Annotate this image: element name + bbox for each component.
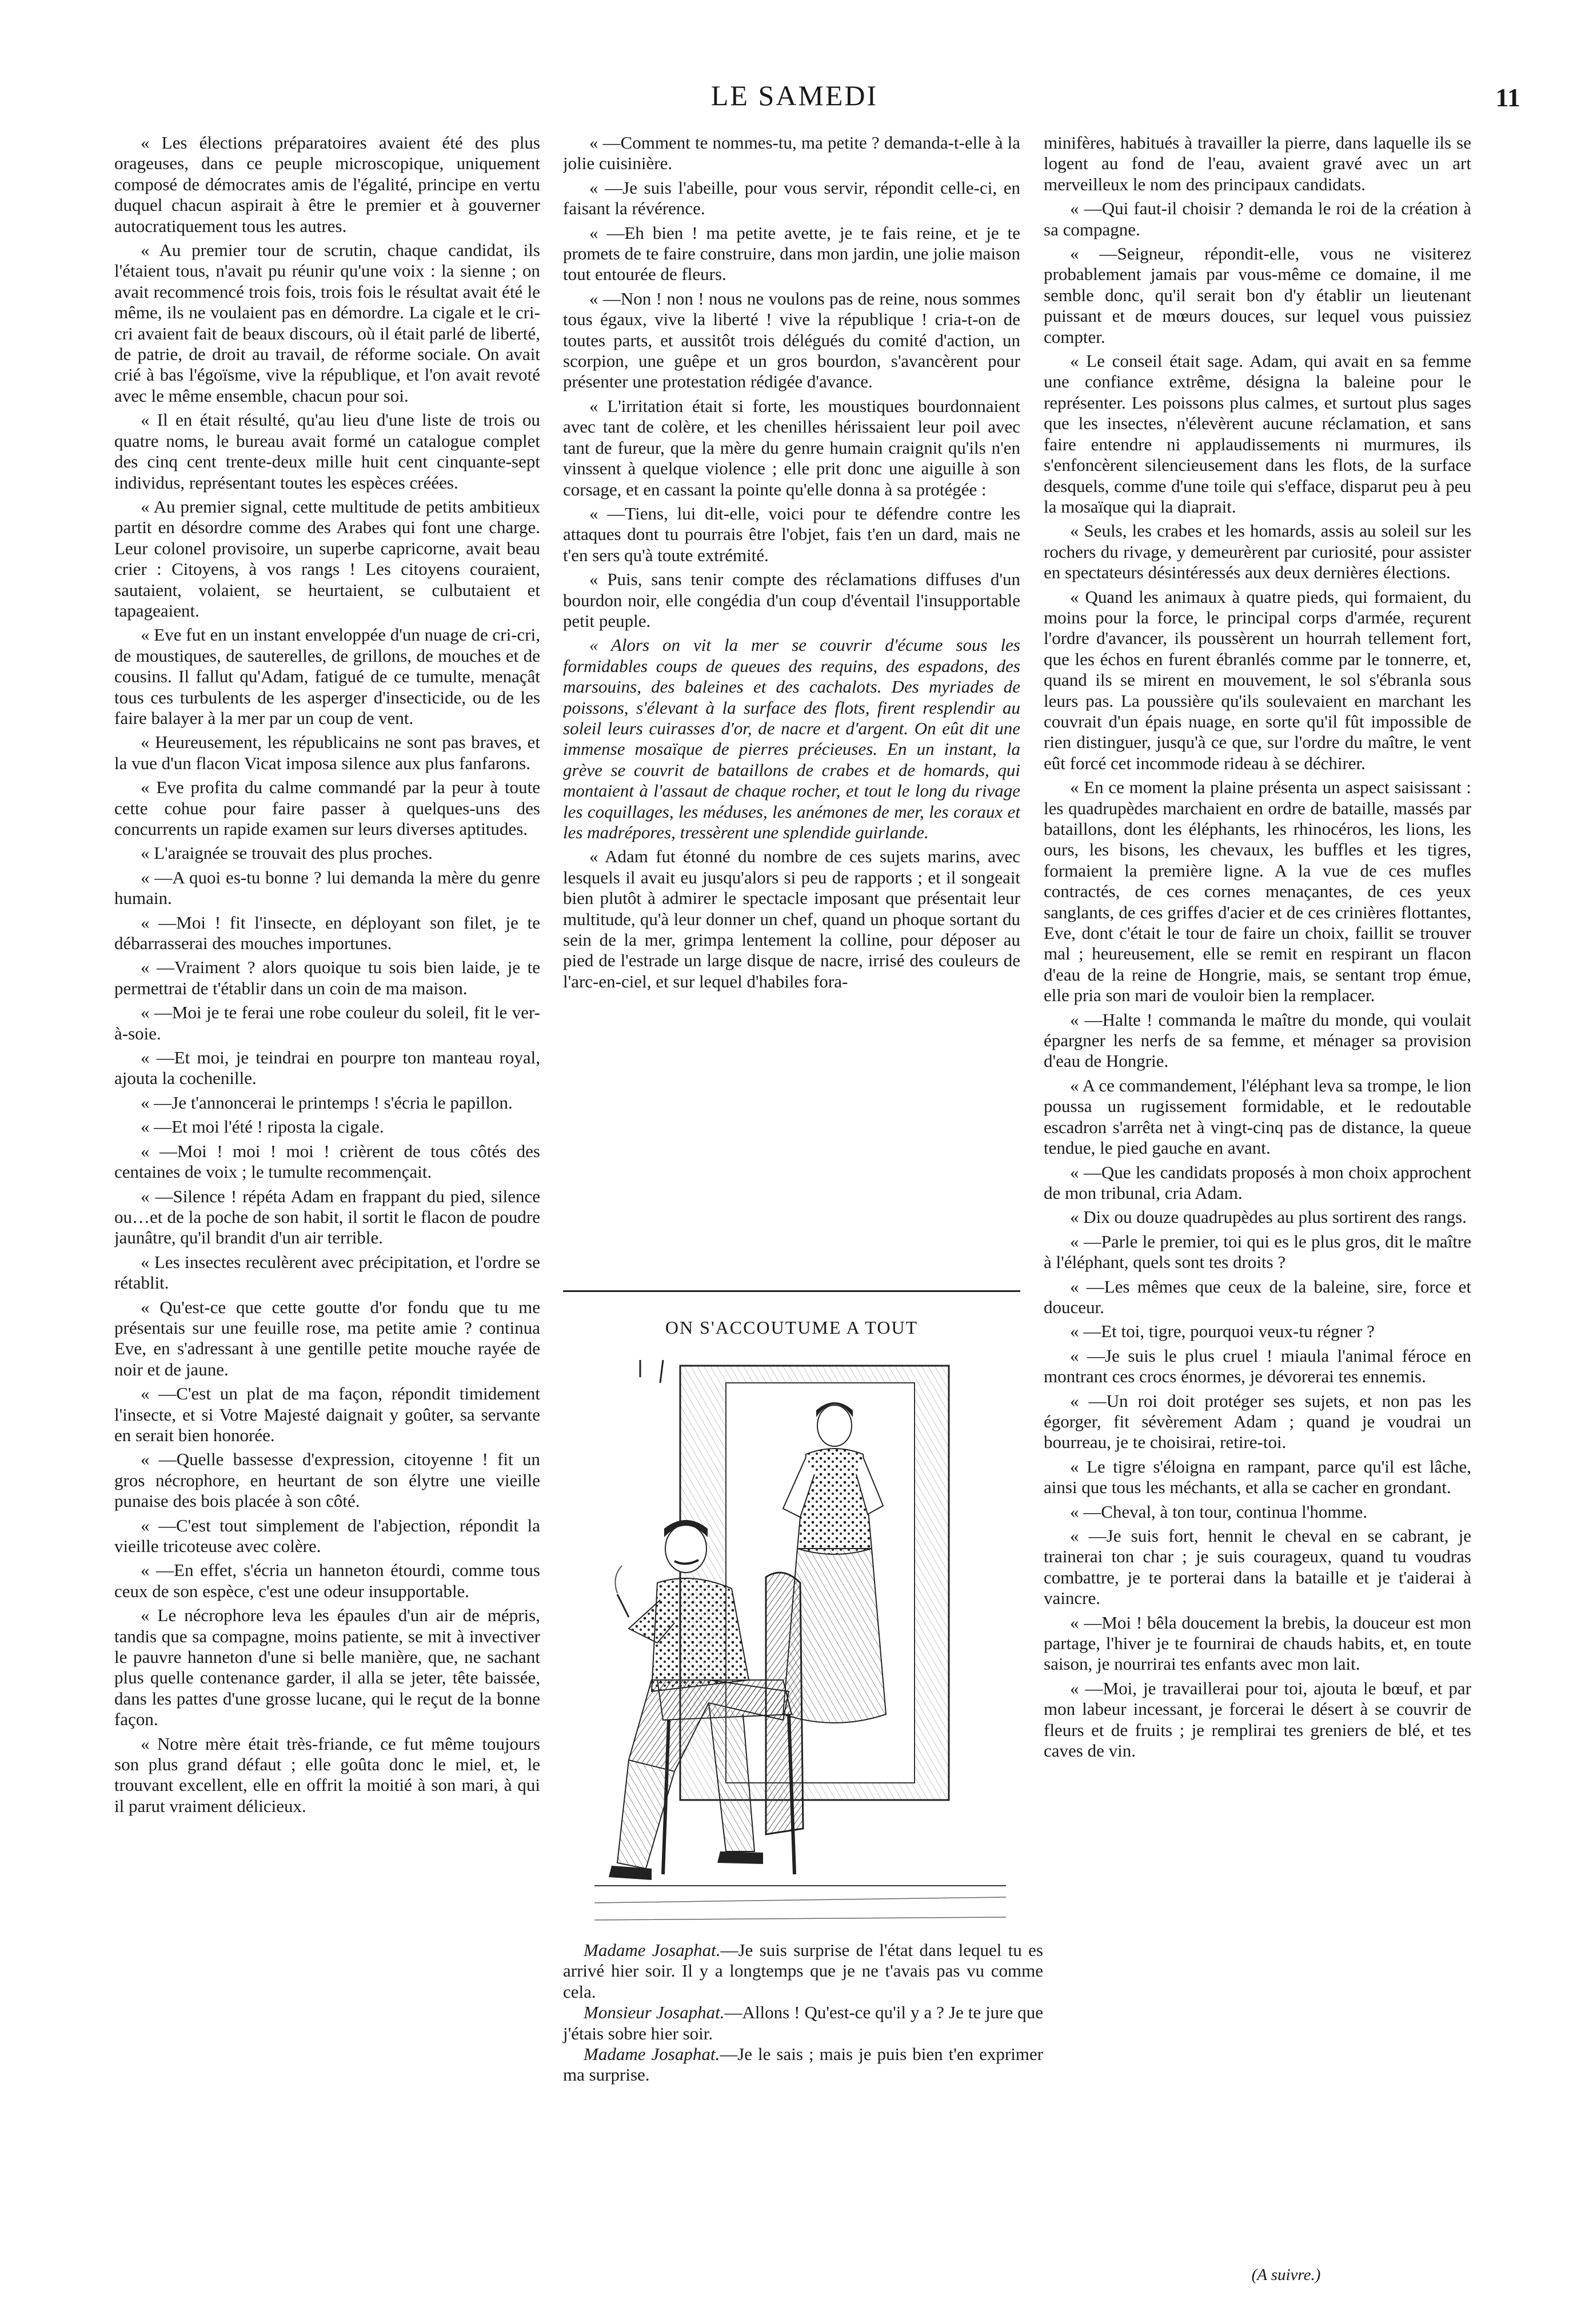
paragraph: « Le nécrophore leva les épaules d'un air de mépris, tandis que sa compagne, moins patiente, se mit à invectiver le pauvre hanneton d'une si belle manière, que, ne sachant plus quelle contenance garder, il alla se jeter, tête baissée, dans les pattes d'une grosse lucane, qui le reçut de la bonne façon. [114,1605,540,1730]
illustration-caption [563,1940,1043,2086]
paragraph: « Les élections préparatoires avaient été des plus orageuses, dans ce peuple microscopique, uniquement composé de démocrates amis de l'égalité, principe en vertu duquel chacun aspirait à être le premier et à gouverner autocratiquement tous les autres. [114,133,540,236]
paragraph: « Notre mère était très-friande, ce fut même toujours son plus grand défaut ; elle goûta donc le miel, et, le trouvant excellent, elle en offrit la moitié à son mari, à qui il parut vraiment délicieux. [114,1733,540,1816]
caption-speaker: Madame Josaphat. [584,2044,720,2065]
paragraph: « —Et moi, je teindrai en pourpre ton manteau royal, ajouta la cochenille. [114,1047,540,1089]
text-column-1 [114,133,540,2281]
paragraph: « —Vraiment ? alors quoique tu sois bien laide, je te permettrai de t'établir dans un coin de ma maison. [114,957,540,998]
paragraph: « —Moi je te ferai une robe couleur du soleil, fit le ver-à-soie. [114,1002,540,1043]
paragraph: « —Que les candidats proposés à mon choix approchent de mon tribunal, cria Adam. [1044,1162,1471,1203]
section-divider [563,1290,1020,1292]
paragraph: « L'araignée se trouvait des plus proches. [141,843,433,863]
caption-text: —Je le sais ; mais je puis bien t'en exprimer ma surprise. [563,2044,1043,2085]
paragraph: « —Halte ! commanda le maître du monde, qui voulait épargner les nerfs de sa femme, et ménager sa provision d'eau de Hongrie. [1044,1009,1471,1071]
paragraph: « —Moi ! fit l'insecte, en déployant son filet, je te débarrasserai des mouches importunes. [114,912,540,954]
paragraph: « Le tigre s'éloigna en rampant, parce qu'il est lâche, ainsi que tous les méchants, et alla se cacher en grondant. [1044,1456,1471,1498]
text-column-2 [563,133,1020,1053]
to-be-continued: (A suivre.) [1251,2266,1321,2284]
paragraph: « Quand les animaux à quatre pieds, qui formaient, du moins pour la force, le principal corps d'armée, reçurent l'ordre d'avancer, ils poussèrent un hourrah tellement fort, que les échos en furent ébranlés comme par le tonnerre, et, quand ils se mirent en mouvement, le sol s'ébranla sous leurs pas. La poussière qu'ils soulevaient en marchant les couvrait d'un épais nuage, en sorte qu'il fût impossible de rien distinguer, jusqu'à ce que, sur l'ordre du maître, le vent eût forcé cet incommode rideau à se déchirer. [1044,586,1471,773]
caption-text: —Je suis surprise de l'état dans lequel tu es arrivé hier soir. Il y a longtemps que je ne t'avais pas vu comme cela. [563,1940,1043,2002]
paragraph: « Seuls, les crabes et les homards, assis au soleil sur les rochers du rivage, y demeurèrent par curiosité, pour assister en spectateurs désintéressés aux deux dernières élections. [1044,521,1471,583]
paragraph: « —En effet, s'écria un hanneton étourdi, comme tous ceux de son espèce, c'est une odeur insupportable. [114,1560,540,1601]
paragraph: « —Seigneur, répondit-elle, vous ne visiterez probablement jamais par vous-même ce domaine, il me semble donc, qu'il serait bon d'y établir un lieutenant puissant et de mœurs douces, sur lequel vous puissiez compter. [1044,243,1471,347]
paragraph: « Il en était résulté, qu'au lieu d'une liste de trois ou quatre noms, le bureau avait formé un catalogue complet des cinq cent trente-deux mille huit cent cinquante-sept individus, représentant toutes les espèces créées. [114,410,540,493]
caption-text: —Allons ! Qu'est-ce qu'il y a ? Je te jure que j'étais sobre hier soir. [563,2002,1044,2043]
paragraph: « —C'est un plat de ma façon, répondit timidement l'insecte, et si Votre Majesté daignait y goûter, sa servante en serait bien honorée. [114,1383,540,1445]
paragraph: « —Et toi, tigre, pourquoi veux-tu régner ? [1070,1321,1375,1342]
paragraph: « —Moi ! bêla doucement la brebis, la douceur est mon partage, l'hiver je te fournirai de chauds habits, et, en toute saison, je nourrirai tes enfants avec mon lait. [1044,1612,1471,1674]
paragraph: « Le conseil était sage. Adam, qui avait en sa femme une confiance extrême, désigna la baleine pour le représenter. Les poissons plus calmes, et surtout plus sages que les insectes, n'élevèrent aucune réclamation, et sans faire entendre ni applaudissements ni murmures, ils s'enfoncèrent silencieusement dans les flots, de la surface desquels, comme d'une toile qui s'efface, disparut peu à peu la mosaïque qui la diaprait. [1044,351,1471,517]
paragraph: « —Je suis fort, hennit le cheval en se cabrant, je trainerai ton char ; je suis courageux, quand tu voudras combattre, je te porterai dans la bataille et je t'aiderai à vaincre. [1044,1526,1471,1609]
caption-line [563,1940,1043,2002]
paragraph: « —Parle le premier, toi qui es le plus gros, dit le maître à l'éléphant, quels sont tes droits ? [1044,1231,1471,1273]
paragraph: « L'irritation était si forte, les moustiques bourdonnaient avec tant de colère, et les chenilles hérissaient leur poil avec tant de fureur, que la mère du genre humain craignit qu'ils n'en vinssent à quelque violence ; elle prit donc une aiguille à son corsage, et en cassant la pointe qu'elle donna à sa protégée : [563,395,1020,499]
paragraph: minifères, habitués à travailler la pierre, dans laquelle ils se logent au fond de l'eau, avaient gravé avec un art merveilleux le nom des principaux candidats. [1044,133,1471,194]
paragraph: « —Eh bien ! ma petite avette, je te fais reine, et je te promets de te faire construire, dans mon jardin, une jolie maison tout entourée de fleurs. [563,222,1020,285]
caption-speaker: Monsieur Josaphat. [584,2002,725,2023]
paragraph: « —Qui faut-il choisir ? demanda le roi de la création à sa compagne. [1044,198,1471,239]
paragraph: « —Je suis l'abeille, pour vous servir, répondit celle-ci, en faisant la révérence. [563,177,1020,219]
paragraph: « —C'est tout simplement de l'abjection, répondit la vieille tricoteuse avec colère. [114,1515,540,1556]
paragraph: « —Et moi l'été ! riposta la cigale. [141,1117,384,1137]
paragraph: « —Moi, je travaillerai pour toi, ajouta le bœuf, et par mon labeur incessant, je forcerai le désert à se couvrir de fleurs et de fruits ; je remplirai tes greniers de blé, et tes caves de vin. [1044,1678,1471,1761]
engraving-illustration [594,1360,1006,1931]
paragraph: « —Je suis le plus cruel ! miaula l'animal féroce en montrant ces crocs énormes, je dévorerai tes ennemis. [1044,1345,1471,1387]
paragraph: « —Silence ! répéta Adam en frappant du pied, silence ou…et de la poche de son habit, il sortit le flacon de poudre jaunâtre, qu'il brandit d'un air terrible. [114,1186,540,1248]
paragraph-italic: « Alors on vit la mer se couvrir d'écume sous les formidables coups de queues des requins, des espadons, des marsouins, des baleines et des cachalots. Des myriades de poissons, s'élevant à la surface des flots, firent resplendir au soleil leurs cuirasses d'or, de nacre et d'argent. On eût dit une immense mosaïque de pierres précieuses. En un instant, la grève se couvrit de bataillons de crabes et de homards, qui montaient à l'assaut de chaque rocher, et tout le long du rivage les coquillages, les méduses, les anémones de mer, les coraux et les madrépores, tressèrent une splendide guirlande. [563,635,1020,842]
paragraph: « —Je t'annoncerai le printemps ! s'écria le papillon. [141,1092,513,1113]
paragraph: « Heureusement, les républicains ne sont pas braves, et la vue d'un flacon Vicat imposa silence aux plus fanfarons. [114,732,540,773]
masthead [0,79,1593,119]
paragraph: « Au premier tour de scrutin, chaque candidat, ils l'étaient tous, n'avait pu réunir qu'une voix : la sienne ; on avait recommencé trois fois, trois fois le résultat avait été le même, ils ne voulaient pas en démordre. La cigale et le cri-cri avaient fait de beaux discours, où il était parlé de liberté, de patrie, de droit au travail, de réforme sociale. On avait crié à bas l'égoïsme, vive la république, et l'on avait revoté avec le même ensemble, chacun pour soi. [114,240,540,406]
caption-line [563,2044,1043,2086]
paragraph: « A ce commandement, l'éléphant leva sa trompe, le lion poussa un rugissement formidable, et le redoutable escadron s'arrêta net à vingt-cinq pas de distance, la queue tendue, le pied gauche en avant. [1044,1075,1471,1158]
paragraph: « —Non ! non ! nous ne voulons pas de reine, nous sommes tous égaux, vive la liberté ! vive la république ! cria-t-on de toutes parts, et aussitôt trois délégués du comité d'action, un scorpion, une guêpe et un gros bourdon, s'avancèrent pour présenter une protestation rédigée d'avance. [563,288,1020,392]
illustration-title: ON S'ACCOUTUME A TOUT [665,1317,919,1338]
paragraph: « —Moi ! moi ! moi ! crièrent de tous côtés des centaines de voix ; le tumulte recommençait. [114,1141,540,1182]
paragraph: « —A quoi es-tu bonne ? lui demanda la mère du genre humain. [114,867,540,909]
paragraph: « —Tiens, lui dit-elle, voici pour te défendre contre les attaques dont tu pourrais être l'objet, fais t'en un dard, mais ne t'en sers qu'à toute extrémité. [563,503,1020,565]
paragraph: « Eve fut en un instant enveloppée d'un nuage de cri-cri, de moustiques, de sauterelles, de grillons, de mouches et de cousins. Il fallut qu'Adam, fatigué de ce tumulte, menaçât tous ces turbulents de les asperger d'insecticide, ou de les faire balayer à la mer par un coup de vent. [114,625,540,728]
paragraph: « Les insectes reculèrent avec précipitation, et l'ordre se rétablit. [114,1251,540,1293]
masthead-title: LE SAMEDI [710,79,879,111]
paragraph: « —Comment te nommes-tu, ma petite ? demanda-t-elle à la jolie cuisinière. [563,133,1020,174]
paragraph: « Dix ou douze quadrupèdes au plus sortirent des rangs. [1070,1207,1467,1227]
caption-line [563,2002,1043,2044]
paragraph: « Adam fut étonné du nombre de ces sujets marins, avec lesquels il avait eu jusqu'alors si peu de rapports ; et il songeait bien plutôt à admirer le spectacle imposant que présentait leur multitude, qu'à leur donner un chef, quand un phoque sortant du sein de la mer, grimpa lentement la colline, pour déposer au pied de l'estrade un large disque de nacre, irrisé des couleurs de l'arc-en-ciel, et sur lequel d'habiles fora- [563,846,1020,991]
text-column-3 [1044,133,1471,2281]
paragraph: « Puis, sans tenir compte des réclamations diffuses d'un bourdon noir, elle congédia d'un coup d'éventail l'insupportable petit peuple. [563,569,1020,631]
page-number: 11 [1495,83,1520,112]
paragraph: « Qu'est-ce que cette goutte d'or fondu que tu me présentais sur une feuille rose, ma petite amie ? continua Eve, en s'adressant à une gentille petite mouche rayée de noir et de jaune. [114,1297,540,1379]
paragraph: « —Les mêmes que ceux de la baleine, sire, force et douceur. [1044,1276,1471,1317]
paragraph: « —Quelle bassesse d'expression, citoyenne ! fit un gros nécrophore, en heurtant de son élytre une vieille punaise des bois placée à son côté. [114,1449,540,1511]
paragraph: « —Un roi doit protéger ses sujets, et non pas les égorger, fit sévèrement Adam ; quand je voudrai un bourreau, je te choisirai, retire-toi. [1044,1390,1471,1453]
paragraph: « En ce moment la plaine présenta un aspect saisissant : les quadrupèdes marchaient en ordre de bataille, massés par bataillons, dont les éléphants, les rhinocéros, les lions, les ours, les bisons, les chevaux, les buffles et les tigres, formaient la première ligne. A la vue de ces mufles contractés, de ces cornes menaçantes, de ces yeux sanglants, de ces griffes d'acier et de ces crinières flottantes, Eve, dont c'était le tour de faire un choix, faillit se trouver mal ; heureusement, elle se remit en respirant un flacon d'eau de la reine de Hongrie, mais, se sentant trop émue, elle pria son mari de vouloir bien la remplacer. [1044,777,1471,1006]
caption-speaker: Madame Josaphat. [584,1940,721,1960]
paragraph: « —Cheval, à ton tour, continua l'homme. [1070,1501,1368,1522]
paragraph: « Eve profita du calme commandé par la peur à toute cette cohue pour faire passer à quelques-uns des concurrents un rapide examen sur leurs diverses aptitudes. [114,777,540,839]
paragraph: « Au premier signal, cette multitude de petits ambitieux partit en désordre comme des Arabes qui font une charge. Leur colonel provisoire, un superbe capricorne, avait beau crier : Citoyens, à vos rangs ! Les citoyens couraient, sautaient, volaient, se heurtaient, se culbutaient et tapageaient. [114,496,540,621]
